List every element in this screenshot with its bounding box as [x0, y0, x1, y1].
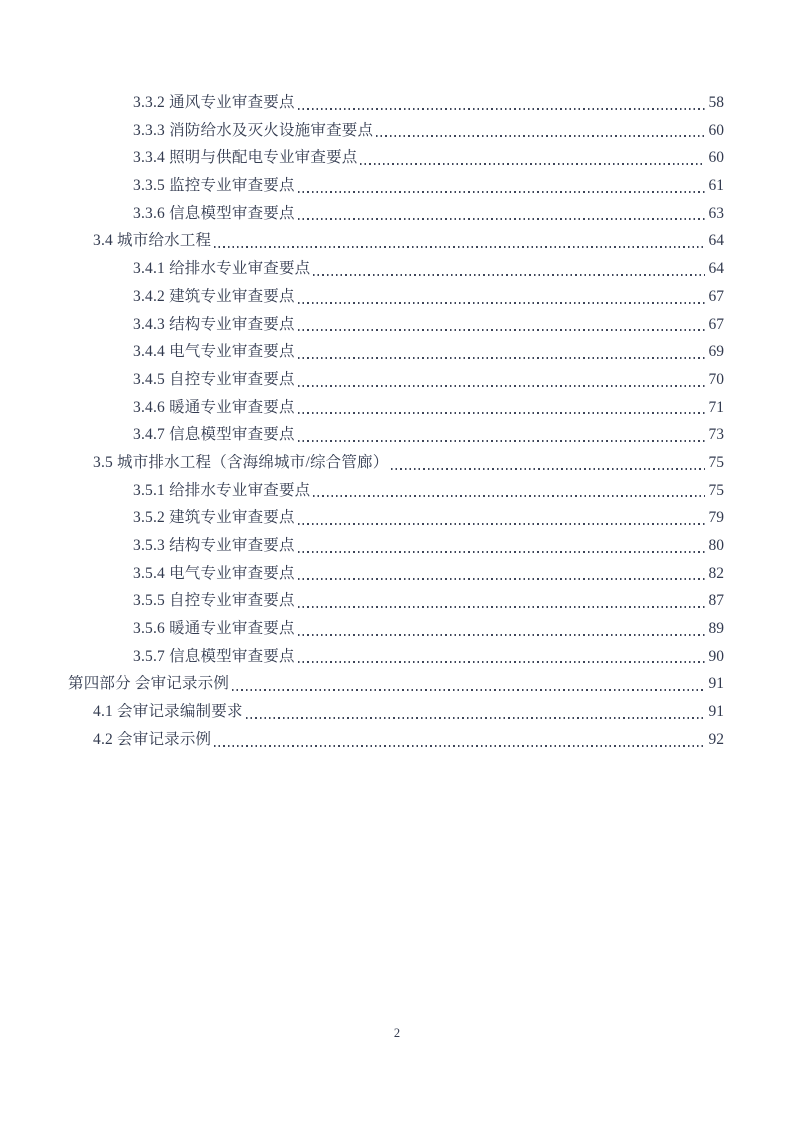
toc-dot-leader [298, 661, 705, 663]
toc-row[interactable] [68, 532, 724, 560]
toc-page-number: 64 [708, 260, 724, 278]
toc-page-number: 90 [708, 647, 724, 665]
toc-page-number: 91 [708, 675, 724, 693]
toc-row[interactable] [68, 698, 724, 726]
toc-page-number: 58 [708, 94, 724, 111]
toc-row[interactable] [68, 255, 724, 283]
toc-dot-leader [298, 578, 705, 580]
toc-page-number: 73 [708, 426, 724, 444]
toc-entry-label: 3.3.3 消防给水及灭火设施审查要点 [133, 121, 374, 139]
toc-dot-leader [298, 302, 705, 304]
toc-page-number: 60 [708, 149, 724, 167]
toc-row[interactable] [68, 449, 724, 477]
toc-row[interactable] [68, 366, 724, 394]
toc-entry-label: 3.3.6 信息模型审查要点 [133, 204, 295, 222]
toc-entry-label: 3.4.4 电气专业审查要点 [133, 343, 295, 361]
toc-entry-label: 3.3.4 照明与供配电专业审查要点 [133, 149, 358, 167]
toc-row[interactable] [68, 200, 724, 228]
toc-entry-label: 4.2 会审记录示例 [93, 730, 212, 748]
toc-row[interactable] [68, 338, 724, 366]
page-number-footer: 2 [393, 1026, 401, 1040]
toc-entry-label: 3.4.5 自控专业审查要点 [133, 370, 295, 388]
toc-page-number: 67 [708, 287, 724, 305]
toc-dot-leader [313, 274, 704, 276]
toc-dot-leader [391, 468, 704, 470]
toc-row[interactable] [68, 394, 724, 422]
toc-row[interactable] [68, 117, 724, 145]
toc-dot-leader [298, 218, 705, 220]
toc-page-number: 69 [708, 343, 724, 361]
toc-entry-label: 3.5.6 暖通专业审查要点 [133, 620, 295, 638]
toc-dot-leader [376, 135, 704, 137]
toc-page-number: 80 [708, 537, 724, 554]
toc-page-number: 60 [708, 121, 724, 139]
toc-entry-label: 3.5.5 自控专业审查要点 [133, 592, 295, 610]
toc-page-number: 70 [708, 370, 724, 388]
toc-page-number: 79 [708, 509, 724, 527]
toc-entry-label: 3.5.3 结构专业审查要点 [133, 537, 295, 554]
toc-dot-leader [298, 551, 705, 553]
toc-row[interactable] [68, 172, 724, 200]
toc-page-number: 75 [708, 453, 724, 471]
toc-dot-leader [298, 357, 705, 359]
toc-entry-label: 3.3.2 通风专业审查要点 [133, 94, 295, 111]
toc-dot-leader [298, 523, 705, 525]
toc-entry-label: 3.5.2 建筑专业审查要点 [133, 509, 295, 527]
toc-entry-label: 3.5.4 电气专业审查要点 [133, 564, 295, 582]
toc-entry-label: 3.4.3 结构专业审查要点 [133, 315, 295, 333]
toc-entry-label: 3.4.7 信息模型审查要点 [133, 426, 295, 444]
toc-dot-leader [214, 246, 704, 248]
toc-page-number: 67 [708, 315, 724, 333]
toc-dot-leader [298, 108, 705, 110]
toc-row[interactable] [68, 227, 724, 255]
toc-row[interactable] [68, 504, 724, 532]
toc-page-number: 91 [708, 703, 724, 721]
toc-entry-label: 3.4.1 给排水专业审查要点 [133, 260, 311, 278]
toc-page-number: 82 [708, 564, 724, 582]
toc-page-number: 63 [708, 204, 724, 222]
toc-page-number: 92 [708, 730, 724, 748]
toc-page-number: 64 [708, 232, 724, 250]
toc-dot-leader [298, 606, 705, 608]
toc-row[interactable] [68, 560, 724, 588]
toc-dot-leader [246, 717, 705, 719]
toc-entry-label: 3.3.5 监控专业审查要点 [133, 177, 295, 195]
toc-dot-leader [298, 440, 705, 442]
toc-row[interactable] [68, 615, 724, 643]
toc-dot-leader [298, 412, 705, 414]
toc-entry-label: 第四部分 会审记录示例 [68, 675, 230, 693]
toc-page-number: 87 [708, 592, 724, 610]
toc-dot-leader [298, 191, 705, 193]
toc-entry-label: 3.4.6 暖通专业审查要点 [133, 398, 295, 416]
toc-page-number: 89 [708, 620, 724, 638]
toc-entry-label: 4.1 会审记录编制要求 [93, 703, 243, 721]
toc-dot-leader [298, 634, 705, 636]
toc-entry-label: 3.4.2 建筑专业审查要点 [133, 287, 295, 305]
toc-row[interactable] [68, 311, 724, 339]
toc-page-number: 75 [708, 481, 724, 499]
toc-row[interactable] [68, 283, 724, 311]
toc-entry-label: 3.4 城市给水工程 [93, 232, 212, 250]
table-of-contents [68, 89, 724, 754]
toc-page-number: 71 [708, 398, 724, 416]
toc-dot-leader [214, 745, 704, 747]
toc-row[interactable] [68, 587, 724, 615]
toc-row[interactable] [68, 726, 724, 754]
toc-row[interactable] [68, 89, 724, 117]
toc-row[interactable] [68, 477, 724, 505]
toc-entry-label: 3.5 城市排水工程（含海绵城市/综合管廊） [93, 453, 389, 471]
toc-row[interactable] [68, 643, 724, 671]
toc-row[interactable] [68, 421, 724, 449]
toc-row[interactable] [68, 144, 724, 172]
toc-dot-leader [298, 329, 705, 331]
toc-dot-leader [298, 385, 705, 387]
toc-dot-leader [360, 163, 704, 165]
toc-dot-leader [232, 689, 704, 691]
toc-entry-label: 3.5.1 给排水专业审查要点 [133, 481, 311, 499]
toc-page-number: 61 [708, 177, 724, 195]
toc-dot-leader [313, 495, 704, 497]
toc-row[interactable] [68, 670, 724, 698]
toc-entry-label: 3.5.7 信息模型审查要点 [133, 647, 295, 665]
